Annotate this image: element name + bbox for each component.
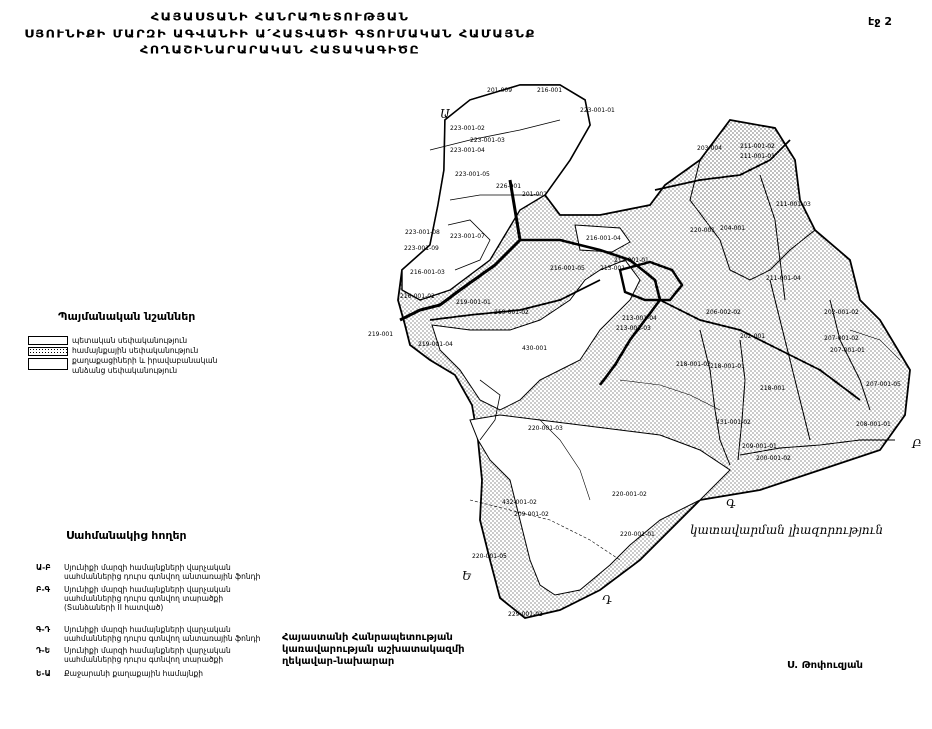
parcel-label: 216-001-03 bbox=[410, 269, 445, 276]
parcel-label: 218-001 bbox=[760, 385, 786, 392]
boundary-text: (Տանձաների II հատված) bbox=[64, 603, 164, 613]
parcel-label: 211-001-04 bbox=[766, 275, 801, 282]
boundary-text: սահմաններից դուրս գտնվող տարածքի bbox=[64, 655, 224, 665]
signature-line: Հայաստանի Հանրապետության bbox=[282, 632, 453, 643]
boundary-text: Սյունիքի մարզի համայնքների վարչական bbox=[64, 585, 231, 594]
parcel-label: 207-001-01 bbox=[830, 347, 865, 354]
parcel-label: 213-001-03 bbox=[616, 325, 651, 332]
legend-item-state: պետական սեփականություն bbox=[72, 336, 188, 345]
parcel-label: 209-001-02 bbox=[514, 511, 549, 518]
parcel-label: 219-001 bbox=[368, 331, 394, 338]
parcel-label: 223-001-09 bbox=[404, 245, 439, 252]
legend-item-private-2: անձանց սեփականություն bbox=[72, 366, 178, 375]
parcel-label: 223-001-05 bbox=[455, 171, 490, 178]
boundary-text: սահմաններից դուրս գտնվող անտառային ֆոնդի bbox=[64, 572, 261, 582]
parcel-label: 220-001-01 bbox=[620, 531, 655, 538]
parcel-label: 216-001-02 bbox=[400, 293, 435, 300]
parcel-label: 223-001-07 bbox=[450, 233, 485, 240]
handwritten-note: կատավարման լիազորություն bbox=[690, 523, 884, 537]
parcel-label: 220-001 bbox=[690, 227, 716, 234]
parcel-label: 216-001-05 bbox=[550, 265, 585, 272]
parcel-label: 220-001-03 bbox=[528, 425, 563, 432]
parcel-label: 219-001-02 bbox=[494, 309, 529, 316]
parcel-label: 219-001-01 bbox=[456, 299, 491, 306]
corner-letter-d: Դ bbox=[602, 593, 612, 607]
signatory-name: Ս. Թոփուզյան bbox=[787, 660, 863, 671]
boundary-code: Ե-Ա bbox=[36, 669, 51, 678]
parcel-label: 223-001-04 bbox=[450, 147, 485, 154]
legend-item-private-1: քաղաքացիների և իրավաբանական bbox=[72, 356, 218, 365]
parcel-label: 220-001-05 bbox=[472, 553, 507, 560]
legend-title: Պայմանական նշաններ bbox=[58, 310, 196, 323]
parcel-label: 206-002-02 bbox=[706, 309, 741, 316]
boundary-text: Սյունիքի մարզի համայնքների վարչական bbox=[64, 563, 231, 572]
parcel-label: 216-001 bbox=[537, 87, 563, 94]
parcel-label: 226-001 bbox=[496, 183, 522, 190]
parcel-label: 218-001-02 bbox=[676, 361, 711, 368]
parcel-label: 218-001-01 bbox=[710, 363, 745, 370]
boundary-item-ab bbox=[36, 563, 261, 582]
boundary-item-gd bbox=[36, 625, 261, 644]
legend-swatch-private bbox=[28, 358, 68, 370]
corner-letter-b: Բ bbox=[912, 437, 922, 451]
parcel-label: 431-001-02 bbox=[716, 419, 751, 426]
corner-letter-e: Ե bbox=[462, 569, 472, 583]
parcel-label: 202-001 bbox=[740, 333, 766, 340]
map-title-line2: ՍՅՈՒՆԻՔԻ ՄԱՐԶԻ ԱԳՎԱՆԻԻ Ա՛ՀԱՏՎԱԾԻ ԳՏՈՒՄԱԿԱՆ ՀԱՄԱՅՆՔ bbox=[24, 28, 536, 41]
corner-letter-a: Ա bbox=[440, 107, 450, 121]
parcel-label: 213-001-04 bbox=[622, 315, 657, 322]
boundary-text: Սյունիքի մարզի համայնքների վարչական bbox=[64, 646, 231, 655]
parcel-label: 203-004 bbox=[697, 145, 723, 152]
legend-swatch-community bbox=[28, 347, 68, 356]
parcel-label: 211-001-02 bbox=[740, 143, 775, 150]
parcel-label: 201-009 bbox=[487, 87, 513, 94]
boundary-item-bg bbox=[36, 585, 231, 613]
parcel-label: 204-001 bbox=[720, 225, 746, 232]
legend-item-community: համայնքային սեփականություն bbox=[72, 346, 199, 355]
signature-line: կառավարության աշխատակազմի bbox=[282, 644, 465, 655]
boundary-title: Սահմանակից հողեր bbox=[66, 529, 187, 542]
parcel-label: 216-001-04 bbox=[586, 235, 621, 242]
parcel-label: 432-001-02 bbox=[502, 499, 537, 506]
parcel-label: 223-001-03 bbox=[470, 137, 505, 144]
boundary-code: Բ-Գ bbox=[36, 585, 51, 594]
parcel-label: 223-001-08 bbox=[405, 229, 440, 236]
parcel-label: 209-001-01 bbox=[742, 443, 777, 450]
boundary-text: Սյունիքի մարզի համայնքների վարչական bbox=[64, 625, 231, 634]
boundary-text: Քաջարանի քաղաքային համայնքի bbox=[64, 669, 204, 678]
corner-letter-g: Գ bbox=[726, 497, 736, 511]
parcel-label: 207-001-05 bbox=[866, 381, 901, 388]
parcel-label: 229-001-02 bbox=[508, 611, 543, 618]
parcel-label: 213-001 bbox=[600, 265, 626, 272]
parcel-label: 208-001-01 bbox=[856, 421, 891, 428]
boundary-text: սահմաններից դուրս գտնվող տարածքի bbox=[64, 594, 224, 604]
parcel-label: 219-001-04 bbox=[418, 341, 453, 348]
parcel-label: 223-001-02 bbox=[450, 125, 485, 132]
parcel-label: 211-001-03 bbox=[776, 201, 811, 208]
signature-line: ղեկավար-նախարար bbox=[282, 656, 395, 667]
boundary-code: Դ-Ե bbox=[36, 646, 51, 655]
map-title-line3: ՀՈՂԱՇԻՆԱՐԱՐԱԿԱՆ ՀԱՏԱԿԱԳԻԾԸ bbox=[139, 44, 421, 57]
signature-block bbox=[282, 632, 465, 668]
parcel-label: 202-001-02 bbox=[824, 309, 859, 316]
parcel-label: 201-002 bbox=[522, 191, 548, 198]
parcel-label: 430-001 bbox=[522, 345, 548, 352]
parcel-label: 220-001-02 bbox=[612, 491, 647, 498]
legend-swatch-state bbox=[28, 336, 68, 345]
page-number: էջ 2 bbox=[868, 15, 892, 28]
boundary-item-de bbox=[36, 646, 231, 665]
boundary-text: սահմաններից դուրս գտնվող անտառային ֆոնդի bbox=[64, 634, 261, 644]
parcel-label: 200-001-02 bbox=[756, 455, 791, 462]
map-title-line1: ՀԱՅԱՍՏԱՆԻ ՀԱՆՐԱՊԵՏՈՒԹՅԱՆ bbox=[150, 11, 410, 24]
parcel-label: 207-001-02 bbox=[824, 335, 859, 342]
parcel-label: 223-001-01 bbox=[580, 107, 615, 114]
boundary-code: Գ-Դ bbox=[36, 625, 51, 634]
boundary-code: Ա-Բ bbox=[36, 563, 51, 572]
parcel-label: 211-001-01 bbox=[740, 153, 775, 160]
boundary-item-ea bbox=[36, 669, 204, 678]
parcel-label: 213-001-01 bbox=[614, 257, 649, 264]
